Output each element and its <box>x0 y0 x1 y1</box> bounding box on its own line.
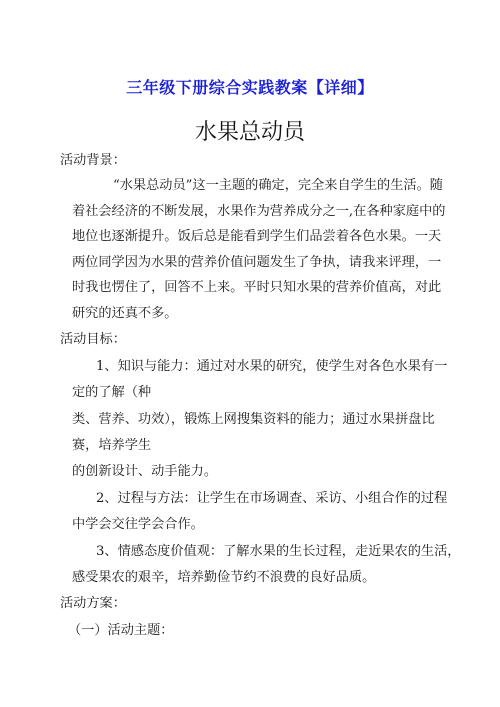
background-line-3: 地位也逐渐提升。饭后总是能看到学生们品尝着各色水果。一天 <box>72 229 442 244</box>
background-line-1: “水果总动员”这一主题的确定，完全来自学生的生活。随 <box>113 178 443 193</box>
goal1-line-3: 类、营养、功效），锻炼上网搜集资料的能力；通过水果拼盘比 <box>72 412 435 427</box>
goal3-line-1: 3、情感态度价值观：了解水果的生长过程，走近果农的生活， <box>96 544 461 559</box>
goal2-line-2: 中学会交往学会合作。 <box>72 517 204 532</box>
document-banner-title: 三年级下册综合实践教案【详细】 <box>126 78 374 97</box>
goal2-line-1: 2、过程与方法：让学生在市场调查、采访、小组合作的过程 <box>96 491 448 506</box>
background-heading: 活动背景： <box>60 153 126 168</box>
background-line-4: 两位同学因为水果的营养价值问题发生了争执，请我来评理，一 <box>72 255 442 270</box>
goal3-line-2: 感受果农的艰辛，培养勤俭节约不浪费的良好品质。 <box>72 570 376 585</box>
background-line-6: 研究的还真不多。 <box>72 306 178 321</box>
goal1-line-5: 的创新设计、动手能力。 <box>72 464 218 479</box>
goal1-line-2: 定的了解（种 <box>72 385 152 400</box>
goal1-line-1: 1、知识与能力：通过对水果的研究，使学生对各色水果有一 <box>96 359 448 374</box>
goal1-line-4: 赛，培养学生 <box>72 438 152 453</box>
plan-heading: 活动方案： <box>60 596 126 611</box>
background-line-5: 时我也愣住了，回答不上来。平时只知水果的营养价值高，对此 <box>72 280 442 295</box>
lesson-title: 水果总动员 <box>194 120 305 145</box>
goals-heading: 活动目标： <box>60 332 126 347</box>
background-line-2: 着社会经济的不断发展，水果作为营养成分之一,在各种家庭中的 <box>72 204 446 219</box>
plan-subheading-theme: （一）活动主题： <box>68 623 174 638</box>
